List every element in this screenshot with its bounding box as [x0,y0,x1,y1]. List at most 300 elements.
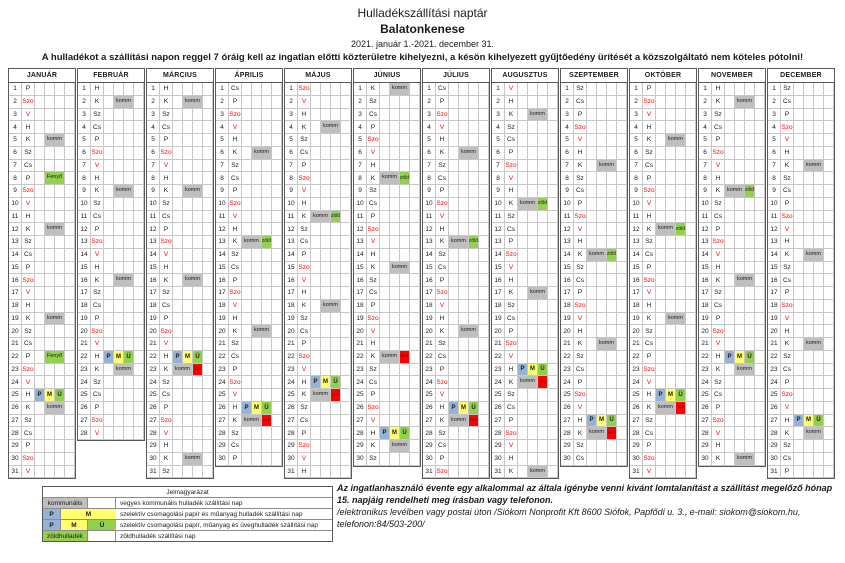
empty-marker-cell [794,427,804,440]
legend-swatch-zoldhulladek [43,531,116,541]
day-letter: K [436,236,449,249]
day-letter: K [160,96,173,109]
day-number: 31 [285,466,298,479]
empty-marker-cell [193,300,203,313]
empty-marker-cell [666,172,676,185]
day-letter: Szo [781,389,794,402]
day-letter: V [22,287,35,300]
empty-marker-cell [252,134,262,147]
empty-marker-cell [173,300,183,313]
empty-marker-cell [538,160,548,173]
empty-marker-cell [656,325,666,338]
day-number: 3 [9,109,22,122]
empty-marker-cell [45,160,55,173]
empty-marker-cell [666,274,676,287]
empty-marker-cell [528,121,538,134]
day-letter: H [643,121,656,134]
day-number: 22 [147,351,160,364]
empty-marker-cell [252,249,262,262]
empty-marker-cell [804,453,814,466]
empty-marker-cell [469,262,479,275]
empty-marker-cell [824,147,834,160]
day-number: 16 [699,274,712,287]
empty-marker-cell [252,83,262,96]
day-number: 17 [354,287,367,300]
empty-marker-cell [193,134,203,147]
day-letter: V [436,389,449,402]
day-number: 23 [423,364,436,377]
day-number: 29 [354,440,367,453]
day-number: 16 [561,274,574,287]
empty-marker-cell [755,249,765,262]
day-letter: Szo [436,287,449,300]
empty-marker-cell [311,121,321,134]
empty-marker-cell [755,415,765,428]
empty-marker-cell [311,466,321,479]
empty-marker-cell [380,249,390,262]
empty-marker-cell [676,376,686,389]
empty-marker-cell [656,274,666,287]
day-letter: Cs [160,121,173,134]
empty-marker-cell [400,223,410,236]
empty-marker-cell [390,147,400,160]
empty-marker-cell [35,96,45,109]
empty-marker-cell [124,109,134,122]
empty-marker-cell [814,83,824,96]
day-letter: P [505,415,518,428]
day-number: 27 [216,415,229,428]
day-number: 29 [216,440,229,453]
day-number: 4 [561,121,574,134]
day-number: 10 [78,198,91,211]
empty-marker-cell [35,376,45,389]
day-number: 2 [9,96,22,109]
empty-marker-cell [134,249,144,262]
empty-marker-cell [538,96,548,109]
day-letter: Sz [229,160,242,173]
papir-marker: P [311,376,321,389]
day-letter: Cs [574,453,587,466]
empty-marker-cell [617,274,627,287]
empty-marker-cell [587,96,597,109]
empty-marker-cell [745,249,755,262]
empty-marker-cell [479,83,489,96]
month-header: NOVEMBER [699,69,765,83]
day-letter: Szo [298,440,311,453]
empty-marker-cell [469,274,479,287]
empty-marker-cell [262,364,272,377]
day-number: 12 [9,223,22,236]
empty-marker-cell [341,160,351,173]
kommunalis-marker: komm [666,134,686,147]
empty-marker-cell [321,198,331,211]
day-number: 31 [147,466,160,479]
empty-marker-cell [341,287,351,300]
day-letter: V [367,325,380,338]
empty-marker-cell [538,211,548,224]
muanyag-marker: M [114,351,124,364]
day-number: 26 [699,402,712,415]
empty-marker-cell [380,313,390,326]
empty-marker-cell [321,440,331,453]
empty-marker-cell [410,338,420,351]
day-number: 18 [285,300,298,313]
empty-marker-cell [676,96,686,109]
day-letter: Cs [22,427,35,440]
empty-marker-cell [745,338,755,351]
day-number: 27 [699,415,712,428]
empty-marker-cell [400,185,410,198]
day-letter: H [22,121,35,134]
empty-marker-cell [518,109,528,122]
empty-marker-cell [597,402,607,415]
empty-marker-cell [193,172,203,185]
day-number: 26 [561,402,574,415]
day-number: 20 [630,325,643,338]
day-number: 18 [423,300,436,313]
empty-marker-cell [410,364,420,377]
day-number: 25 [423,389,436,402]
empty-marker-cell [55,287,65,300]
legend-desc-kommunalis: vegyes kommunális hulladék szállítási nap [120,499,243,507]
empty-marker-cell [410,325,420,338]
empty-marker-cell [676,415,686,428]
day-letter: Cs [781,96,794,109]
day-number: 14 [78,249,91,262]
day-letter: Sz [712,198,725,211]
day-number: 20 [492,325,505,338]
empty-marker-cell [804,376,814,389]
day-number: 22 [9,351,22,364]
empty-marker-cell [686,453,696,466]
empty-marker-cell [617,415,627,428]
empty-marker-cell [745,376,755,389]
empty-marker-cell [528,402,538,415]
empty-marker-cell [55,338,65,351]
day-number: 29 [147,440,160,453]
day-letter: P [229,185,242,198]
day-letter: V [781,223,794,236]
empty-marker-cell [183,338,193,351]
empty-marker-cell [321,364,331,377]
day-letter: K [712,274,725,287]
empty-marker-cell [193,389,203,402]
empty-marker-cell [538,185,548,198]
day-number: 9 [561,185,574,198]
empty-marker-cell [518,96,528,109]
empty-marker-cell [183,83,193,96]
empty-marker-cell [272,440,282,453]
empty-marker-cell [400,236,410,249]
empty-marker-cell [587,83,597,96]
day-number: 4 [699,121,712,134]
day-number: 8 [216,172,229,185]
empty-marker-cell [321,402,331,415]
empty-marker-cell [449,313,459,326]
empty-marker-cell [538,415,548,428]
empty-marker-cell [804,172,814,185]
empty-marker-cell [449,96,459,109]
kommunalis-marker: komm [735,274,755,287]
empty-marker-cell [262,338,272,351]
empty-marker-cell [134,351,144,364]
day-number: 3 [423,109,436,122]
empty-marker-cell [725,427,735,440]
day-number: 31 [768,466,781,479]
empty-marker-cell [242,83,252,96]
empty-marker-cell [449,198,459,211]
day-number: 8 [285,172,298,185]
empty-marker-cell [824,223,834,236]
day-number: 12 [354,223,367,236]
day-letter: V [643,287,656,300]
empty-marker-cell [617,287,627,300]
kommunalis-marker: komm [518,198,538,211]
empty-marker-cell [528,262,538,275]
legend-row-papir-muanyag [43,509,332,520]
day-letter: V [505,262,518,275]
empty-marker-cell [331,109,341,122]
empty-marker-cell [755,427,765,440]
day-number: 12 [285,223,298,236]
day-letter: V [298,453,311,466]
kommunalis-marker: komm [656,402,676,415]
day-letter: Szo [505,160,518,173]
day-number: 31 [9,466,22,479]
empty-marker-cell [686,402,696,415]
empty-marker-cell [814,313,824,326]
day-letter: H [160,262,173,275]
empty-marker-cell [745,415,755,428]
empty-marker-cell [134,172,144,185]
day-number: 13 [354,236,367,249]
empty-marker-cell [331,453,341,466]
empty-marker-cell [666,109,676,122]
empty-marker-cell [548,262,558,275]
empty-marker-cell [804,121,814,134]
empty-marker-cell [814,351,824,364]
empty-marker-cell [390,109,400,122]
day-letter: V [22,466,35,479]
empty-marker-cell [321,96,331,109]
day-letter: H [436,402,449,415]
empty-marker-cell [45,96,55,109]
empty-marker-cell [449,338,459,351]
empty-marker-cell [755,262,765,275]
empty-marker-cell [449,211,459,224]
day-letter: Szo [712,325,725,338]
day-number: 10 [492,198,505,211]
day-letter: Szo [91,415,104,428]
empty-marker-cell [134,287,144,300]
empty-marker-cell [331,134,341,147]
day-number: 12 [561,223,574,236]
empty-marker-cell [735,147,745,160]
empty-marker-cell [449,389,459,402]
empty-marker-cell [617,453,627,466]
uveg-marker: Ü [400,427,410,440]
empty-marker-cell [469,223,479,236]
legend-swatch-kommunalis [43,498,116,508]
empty-marker-cell [55,415,65,428]
empty-marker-cell [242,109,252,122]
day-number: 19 [216,313,229,326]
day-letter: Sz [298,223,311,236]
empty-marker-cell [735,198,745,211]
empty-marker-cell [124,427,134,440]
empty-marker-cell [656,147,666,160]
empty-marker-cell [380,160,390,173]
empty-marker-cell [676,160,686,173]
empty-marker-cell [725,211,735,224]
day-number: 10 [147,198,160,211]
empty-marker-cell [65,376,75,389]
day-number: 11 [147,211,160,224]
kommunalis-marker: komm [804,160,824,173]
day-number: 5 [78,134,91,147]
empty-marker-cell [479,402,489,415]
empty-marker-cell [479,262,489,275]
empty-marker-cell [449,440,459,453]
day-letter: H [574,147,587,160]
empty-marker-cell [548,453,558,466]
empty-marker-cell [755,83,765,96]
empty-marker-cell [390,249,400,262]
empty-marker-cell [272,262,282,275]
empty-marker-cell [173,453,183,466]
empty-marker-cell [311,262,321,275]
empty-marker-cell [380,96,390,109]
day-number: 22 [630,351,643,364]
empty-marker-cell [252,198,262,211]
empty-marker-cell [479,121,489,134]
day-number: 18 [768,300,781,313]
day-letter: V [229,300,242,313]
day-letter: Sz [436,427,449,440]
empty-marker-cell [311,160,321,173]
empty-marker-cell [400,147,410,160]
empty-marker-cell [587,109,597,122]
empty-marker-cell [794,440,804,453]
day-number: 1 [216,83,229,96]
day-number: 3 [216,109,229,122]
empty-marker-cell [656,440,666,453]
empty-marker-cell [528,325,538,338]
empty-marker-cell [617,402,627,415]
empty-marker-cell [459,160,469,173]
empty-marker-cell [331,313,341,326]
empty-marker-cell [479,109,489,122]
empty-marker-cell [607,134,617,147]
empty-marker-cell [124,172,134,185]
day-letter: Cs [436,172,449,185]
day-number: 10 [768,198,781,211]
empty-swatch-cell [88,498,116,508]
day-letter: Sz [298,313,311,326]
empty-marker-cell [124,249,134,262]
empty-marker-cell [104,262,114,275]
day-letter: P [91,402,104,415]
empty-marker-cell [469,134,479,147]
day-letter: Sz [91,287,104,300]
empty-marker-cell [272,274,282,287]
empty-marker-cell [242,211,252,224]
empty-marker-cell [341,223,351,236]
day-number: 4 [354,121,367,134]
empty-marker-cell [518,211,528,224]
day-letter: V [781,134,794,147]
empty-marker-cell [745,427,755,440]
empty-marker-cell [252,389,262,402]
empty-marker-cell [410,198,420,211]
day-number: 15 [699,262,712,275]
day-number: 25 [285,389,298,402]
muanyag-marker: M [666,389,676,402]
day-letter: P [505,147,518,160]
empty-marker-cell [479,236,489,249]
day-letter: V [367,415,380,428]
day-letter: H [781,236,794,249]
day-letter: K [298,121,311,134]
day-number: 9 [354,185,367,198]
day-letter: Cs [367,109,380,122]
empty-marker-cell [617,83,627,96]
empty-marker-cell [104,249,114,262]
day-letter: P [781,376,794,389]
empty-marker-cell [252,287,262,300]
empty-marker-cell [676,198,686,211]
day-letter: V [367,147,380,160]
day-number: 16 [216,274,229,287]
day-letter: Sz [229,249,242,262]
empty-marker-cell [538,274,548,287]
day-letter: Sz [781,83,794,96]
empty-marker-cell [124,415,134,428]
day-number: 1 [492,83,505,96]
empty-marker-cell [104,96,114,109]
empty-marker-cell [183,223,193,236]
day-letter: V [574,313,587,326]
empty-marker-cell [45,274,55,287]
page-title: Hulladékszállítási naptár [357,6,488,20]
empty-marker-cell [45,287,55,300]
empty-marker-cell [459,109,469,122]
day-letter: P [229,274,242,287]
empty-marker-cell [262,262,272,275]
day-number: 22 [78,351,91,364]
day-letter: H [229,134,242,147]
empty-marker-cell [587,121,597,134]
day-letter: H [367,249,380,262]
empty-marker-cell [725,300,735,313]
empty-marker-cell [686,83,696,96]
empty-marker-cell [203,262,213,275]
empty-marker-cell [686,300,696,313]
empty-marker-cell [400,364,410,377]
day-letter: P [229,453,242,466]
day-number: 18 [78,300,91,313]
empty-marker-cell [311,274,321,287]
empty-marker-cell [410,274,420,287]
empty-marker-cell [735,109,745,122]
empty-marker-cell [755,402,765,415]
empty-marker-cell [666,351,676,364]
day-number: 6 [768,147,781,160]
day-number: 25 [492,389,505,402]
day-number: 23 [9,364,22,377]
day-letter: H [712,83,725,96]
empty-marker-cell [656,262,666,275]
